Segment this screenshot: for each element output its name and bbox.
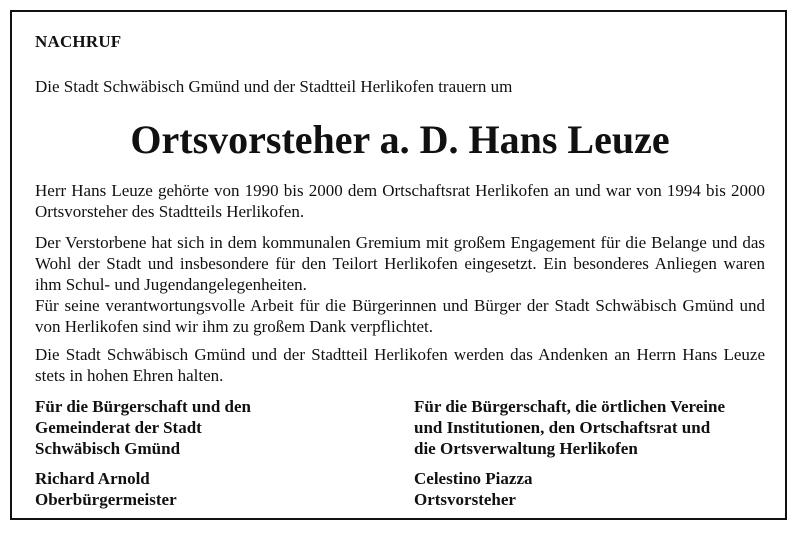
left-signatory-role: Oberbürgermeister (35, 490, 177, 509)
right-org-line: und Institutionen, den Ortschaftsrat und (414, 418, 711, 437)
left-org-line: Gemeinderat der Stadt (35, 418, 202, 437)
left-signatory (35, 468, 395, 510)
left-signatory-name: Richard Arnold (35, 469, 150, 488)
paragraph-engagement: Der Verstorbene hat sich in dem kommunalen Gremium mit großem Engagement für die Belange und das Wohl der Stadt und insbesondere für den Teilort Herlikofen eingesetzt. Ein besonderes Anliegen waren ihm Schul- und Jugendangelegenheiten. (35, 233, 765, 294)
right-signatory-organization (414, 396, 774, 459)
left-signatory-organization (35, 396, 395, 459)
right-org-line: Für die Bürgerschaft, die örtlichen Vereine (414, 397, 726, 416)
deceased-title: Ortsvorsteher a. D. Hans Leuze (130, 117, 670, 162)
right-signatory (414, 468, 774, 510)
right-org-line: die Ortsverwaltung Herlikofen (414, 439, 638, 458)
paragraph-career: Herr Hans Leuze gehörte von 1990 bis 2000 dem Ortschaftsrat Herlikofen an und war von 1994 bis 2000 Ortsvorsteher des Stadtteils Herlikofen. (35, 181, 765, 221)
right-signatory-role: Ortsvorsteher (414, 490, 516, 509)
intro-line: Die Stadt Schwäbisch Gmünd und der Stadtteil Herlikofen trauern um (35, 77, 513, 96)
left-org-line: Schwäbisch Gmünd (35, 439, 181, 458)
notice-heading: NACHRUF (35, 32, 122, 51)
left-org-line: Für die Bürgerschaft und den (35, 397, 251, 416)
right-signatory-name: Celestino Piazza (414, 469, 533, 488)
paragraph-remembrance: Die Stadt Schwäbisch Gmünd und der Stadtteil Herlikofen werden das Andenken an Herrn Hans Leuze stets in hohen Ehren halten. (35, 345, 765, 385)
paragraph-gratitude: Für seine verantwortungsvolle Arbeit für die Bürgerinnen und Bürger der Stadt Schwäbisch Gmünd und von Herlikofen sind wir ihm zu großem Dank verpflichtet. (35, 296, 765, 336)
